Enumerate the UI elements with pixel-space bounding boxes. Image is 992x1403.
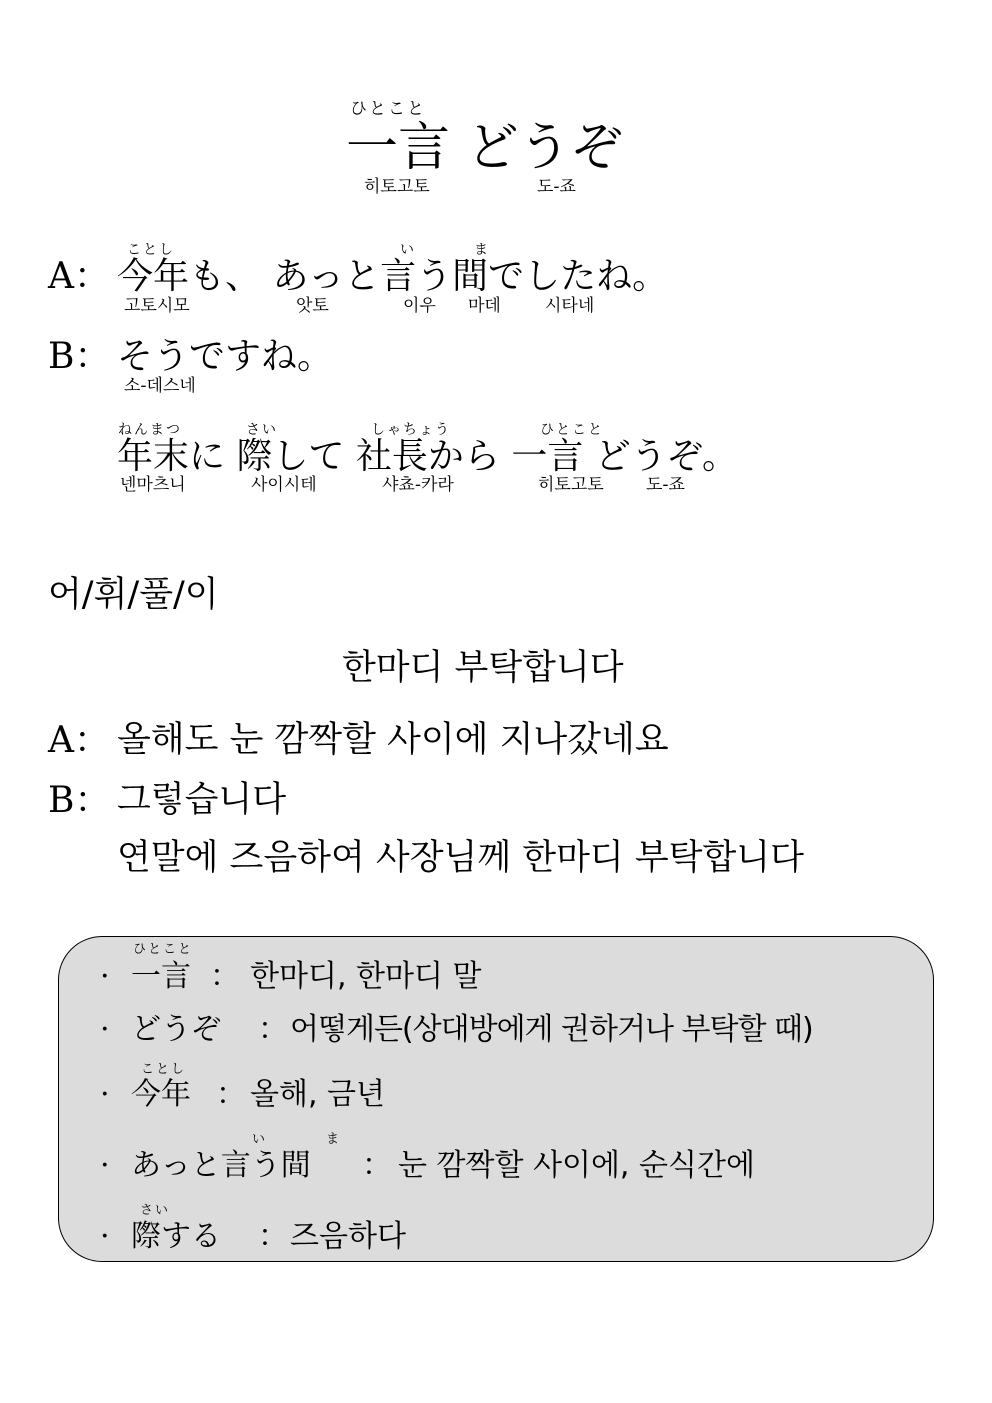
vocab-2-sep: ：	[258, 1012, 288, 1047]
vocab-3-term: 今年	[131, 1077, 191, 1112]
trans-a-label: A：	[48, 720, 110, 761]
c-pron-2: 사이시테	[251, 475, 317, 495]
translation-title: 한마디 부탁합니다	[342, 648, 624, 688]
a-pron-5: 시타네	[545, 296, 595, 316]
a-ruby-i: い	[400, 242, 416, 258]
dialogue-b-line: そうですね。	[117, 336, 334, 377]
dialogue-a-label: A：	[48, 256, 110, 297]
trans-a-line: 올해도 눈 깜짝할 사이에 지나갔네요	[117, 720, 669, 760]
vocab-4-term: あっと言う間	[131, 1148, 311, 1183]
vocab-4-ruby-i: い	[252, 1132, 268, 1147]
trans-b-label: B：	[48, 780, 111, 821]
vocab-1-meaning: 한마디, 한마디 말	[250, 959, 482, 994]
vocab-2-bullet: ·	[100, 1012, 110, 1047]
c-pron-1: 넨마츠니	[120, 475, 186, 495]
vocab-2-meaning: 어떻게든(상대방에게 권하거나 부탁할 때)	[290, 1012, 813, 1047]
a-pron-4: 마데	[468, 296, 501, 316]
vocab-3-sep: ：	[216, 1077, 246, 1112]
c-pron-4: 히토고토	[538, 475, 604, 495]
vocab-1-sep: ：	[210, 959, 240, 994]
vocab-4-bullet: ·	[100, 1148, 110, 1183]
a-ruby-ma: ま	[474, 242, 490, 258]
a-pron-2: 앗토	[296, 296, 329, 316]
title-pron-1: 히토고토	[364, 177, 430, 197]
vocab-5-meaning: 즈음하다	[290, 1219, 406, 1254]
a-pron-3: 이우	[403, 296, 436, 316]
vocab-3-ruby: ことし	[141, 1062, 187, 1077]
c-ruby-4: ひとこと	[540, 422, 604, 438]
vocab-5-bullet: ·	[100, 1219, 110, 1254]
vocab-5-sep: ：	[258, 1219, 288, 1254]
vocab-1-bullet: ·	[100, 959, 110, 994]
vocab-1-ruby: ひとこと	[133, 942, 194, 957]
section-label: 어/휘/풀/이	[48, 575, 219, 615]
vocab-4-sep: ：	[362, 1148, 392, 1183]
vocab-5-term: 際する	[131, 1219, 221, 1254]
dialogue-a-line: 今年も、 あっと言う間でしたね。	[117, 256, 669, 297]
a-pron-1: 고토시모	[124, 296, 190, 316]
vocab-3-bullet: ·	[100, 1077, 110, 1112]
vocab-4-ruby-ma: ま	[326, 1132, 342, 1147]
c-pron-5: 도-죠	[646, 475, 685, 495]
dialogue-c-line: 年末に 際して 社長から 一言 どうぞ。	[117, 436, 739, 477]
page-title: 一言 どうぞ	[346, 118, 623, 178]
c-pron-3: 샤쵸-카라	[382, 475, 454, 495]
vocab-3-meaning: 올해, 금년	[250, 1077, 385, 1112]
title-ruby: ひとこと	[350, 99, 426, 119]
title-pron-2: 도-죠	[537, 177, 576, 197]
trans-c-line: 연말에 즈음하여 사장님께 한마디 부탁합니다	[117, 838, 804, 878]
vocab-1-term: 一言	[131, 959, 191, 994]
vocab-2-term: どうぞ	[131, 1012, 221, 1047]
b-pron: 소-데스네	[124, 376, 196, 396]
c-ruby-1: ねんまつ	[118, 422, 182, 438]
vocab-4-meaning: 눈 깜짝할 사이에, 순식간에	[398, 1148, 755, 1183]
dialogue-b-label: B：	[48, 336, 111, 377]
c-ruby-2: さい	[246, 422, 278, 438]
a-ruby-kotoshi: ことし	[127, 242, 175, 258]
vocab-5-ruby: さい	[140, 1203, 171, 1218]
c-ruby-3: しゃちょう	[371, 422, 451, 438]
trans-b-line: 그렇습니다	[117, 780, 287, 820]
